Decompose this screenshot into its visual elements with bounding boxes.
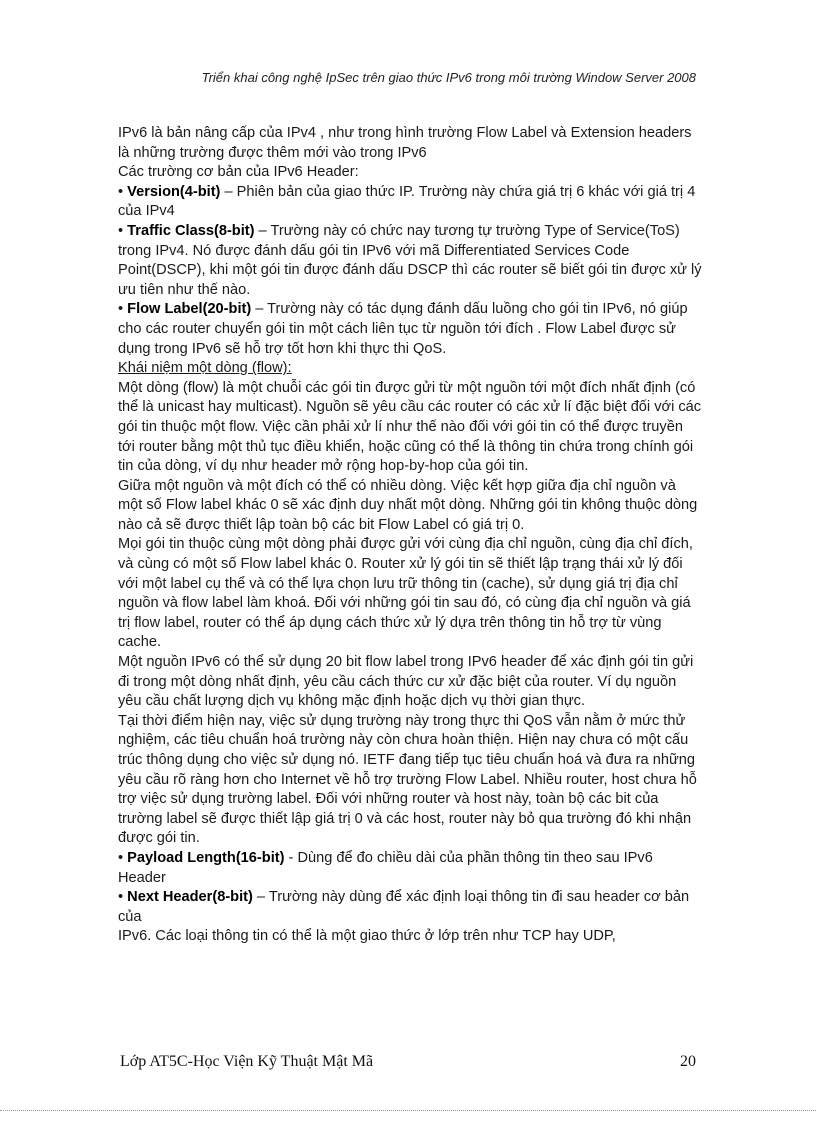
bullet-text: – Trường này có tác dụng đánh dấu luồng cho gói tin IPv6, nó giúp cho các router chuyển gói tin một cách liên tục từ nguồn tới đích . Flow Label được sử dụng trong IPv6 sẽ hỗ trợ tốt hơn khi thực thi QoS. xyxy=(118,301,688,357)
page-number: 20 xyxy=(680,1053,696,1070)
bullet-term: Version(4-bit) xyxy=(127,183,221,200)
bullet-term: Next Header(8-bit) xyxy=(127,889,253,906)
bullet-mark: • xyxy=(118,222,128,239)
bullet-next-header xyxy=(118,888,703,927)
bullet-version xyxy=(118,183,703,222)
paragraph-flow-routing: Mọi gói tin thuộc cùng một dòng phải được gửi với cùng địa chỉ nguồn, cùng địa chỉ đích, và cùng có một số Flow label khác 0. Router xử lý gói tin sẽ thiết lập trạng thái xử lý đối với một label cụ thể và có thể lựa chọn lưu trữ thông tin (cache), sử dụng giá trị địa chỉ nguồn và flow label làm khoá. Đối với những gói tin sau đó, có cùng địa chỉ nguồn và giá trị flow label, router có thể áp dụng cách thức xử lý dựa trên thông tin hỗ trợ từ vùng cache. xyxy=(118,536,693,651)
page-footer xyxy=(120,1053,696,1071)
paragraph-current-status: Tại thời điểm hiện nay, việc sử dụng trường này trong thực thi QoS vẫn nằm ở mức thử nghiệm, các tiêu chuẩn hoá trường này còn chưa hoàn thiện. Hiện nay chưa có một cấu trúc thông dụng cho việc sử dụng nó. IETF đang tiếp tục tiêu chuẩn hoá và đưa ra những yêu cầu rõ ràng hơn cho Internet về hỗ trợ trường Flow Label. Nhiều router, host chưa hỗ trợ việc sử dụng trường label. Đối với những router và host này, toàn bộ các bit của trường label sẽ được thiết lập giá trị 0 và các host, router này bỏ qua trường đó khi nhận được gói tin. xyxy=(118,712,697,847)
bullet-term: Traffic Class(8-bit) xyxy=(127,222,255,239)
underlined-heading: Khái niệm một dòng (flow): xyxy=(118,360,292,377)
bullet-mark: • xyxy=(118,301,128,318)
bullet-flow-label xyxy=(118,300,703,359)
bullet-mark: • xyxy=(118,849,128,866)
bullet-text: – Trường này dùng để xác định loại thông tin đi sau header cơ bản của xyxy=(118,889,690,925)
paragraph-intro: IPv6 là bản nâng cấp của IPv4 , như trong hình trường Flow Label và Extension headers là những trường được thêm mới vào trong IPv6 xyxy=(118,125,692,161)
flow-concept-heading xyxy=(118,359,703,379)
running-header: Triển khai công nghệ IpSec trên giao thức IPv6 trong môi trường Window Server 2008 xyxy=(201,70,696,85)
paragraph-fields-heading: Các trường cơ bản của IPv6 Header: xyxy=(118,164,359,181)
bullet-payload-length xyxy=(118,849,703,888)
bullet-mark: • xyxy=(118,889,128,906)
bullet-text: – Phiên bản của giao thức IP. Trường này chứa giá trị 6 khác với giá trị 4 của IPv4 xyxy=(118,183,696,220)
paragraph-multiple-flows: Giữa một nguồn và một đích có thể có nhiều dòng. Việc kết hợp giữa địa chỉ nguồn và một số Flow label khác 0 sẽ xác định duy nhất một dòng. Những gói tin không thuộc dòng nào cả sẽ được thiết lập toàn bộ các bit Flow Label có giá trị 0. xyxy=(118,477,698,533)
page-body xyxy=(118,124,703,947)
bullet-mark: • xyxy=(118,183,128,200)
bullet-text: - Dùng để đo chiều dài của phần thông tin theo sau IPv6 Header xyxy=(118,849,653,886)
bullet-traffic-class xyxy=(118,222,703,300)
bullet-text: – Trường này có chức nay tương tự trường Type of Service(ToS) trong IPv4. Nó được đánh dấu gói tin IPv6 với mã Differentiated Services Code Point(DSCP), khi một gói tin được đánh dấu DSCP thì các router sẽ biết gói tin được xử lý ưu tiên như thế nào. xyxy=(118,222,702,298)
paragraph-source-usage: Một nguồn IPv6 có thể sử dụng 20 bit flow label trong IPv6 header để xác định gói tin gửi đi trong một dòng nhất định, yêu cầu cách thức cư xử đặc biệt của router. Ví dụ nguồn yêu cầu chất lượng dịch vụ không mặc định hoặc dịch vụ thời gian thực. xyxy=(118,654,694,710)
page-bottom-divider xyxy=(0,1110,816,1111)
paragraph-flow-definition: Một dòng (flow) là một chuỗi các gói tin được gửi từ một nguồn tới một đích nhất định (có thể là unicast hay multicast). Nguồn sẽ yêu cầu các router có các xử lí đặc biệt đối với các gói tin thuộc một flow. Việc cần phải xử lí như thế nào đối với gói tin có thể được truyền tới router bằng một thủ tục điều khiển, hoặc cũng có thể là thông tin chứa trong chính gói tin của dòng, ví dụ như header mở rộng hop-by-hop của gói tin. xyxy=(118,379,702,475)
footer-class-label: Lớp AT5C-Học Viện Kỹ Thuật Mật Mã xyxy=(120,1053,374,1070)
paragraph-next-header-cont: IPv6. Các loại thông tin có thể là một giao thức ở lớp trên như TCP hay UDP, xyxy=(118,928,616,945)
bullet-term: Flow Label(20-bit) xyxy=(127,301,252,318)
bullet-term: Payload Length(16-bit) xyxy=(127,849,285,866)
